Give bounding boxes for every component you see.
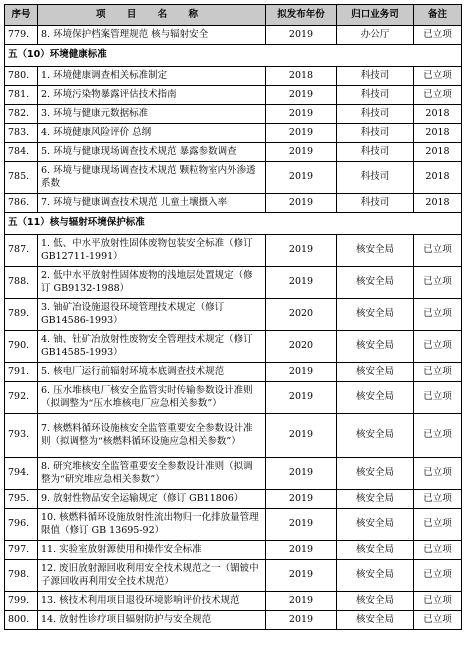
cell-seq: 791. [5,363,38,382]
cell-note: 已立项 [414,458,462,490]
cell-seq: 788. [5,267,38,299]
section-title: 五（10）环境健康标准 [5,45,462,67]
header-name: 项 目 名 称 [38,5,266,26]
cell-name: 7. 核燃料循环设施核安全监管重要安全参数设计准则（拟调整为“核燃料循环设施应急相关参数”） [38,414,266,458]
cell-year: 2019 [266,143,337,162]
cell-year: 2019 [266,490,337,509]
cell-note: 已立项 [414,490,462,509]
table-row [5,86,462,105]
cell-name: 6. 压水堆核电厂核安全监管实时传输参数设计准则（拟调整为“压水堆核电厂应急相关参数”） [38,382,266,414]
cell-note: 2018 [414,105,462,124]
cell-note: 已立项 [414,67,462,86]
table-row [5,509,462,541]
cell-note: 已立项 [414,331,462,363]
cell-name: 12. 废旧放射源回收利用安全技术规范之一（镅铍中子源回收再利用安全技术规范） [38,560,266,592]
cell-seq: 789. [5,299,38,331]
cell-seq: 781. [5,86,38,105]
cell-dept: 办公厅 [337,26,414,45]
table-row [5,611,462,630]
cell-name: 1. 低、中水平放射性固体废物包装安全标准（修订GB12711-1991） [38,235,266,267]
table-row [5,299,462,331]
cell-seq: 795. [5,490,38,509]
header-dept: 归口业务司 [337,5,414,26]
cell-seq: 799. [5,592,38,611]
cell-year: 2019 [266,414,337,458]
cell-note: 已立项 [414,363,462,382]
cell-note: 已立项 [414,541,462,560]
table-row [5,382,462,414]
cell-seq: 794. [5,458,38,490]
cell-note: 2018 [414,143,462,162]
cell-year: 2019 [266,26,337,45]
cell-name: 3. 环境与健康元数据标准 [38,105,266,124]
cell-year: 2019 [266,235,337,267]
cell-note: 2018 [414,194,462,213]
cell-dept: 科技司 [337,194,414,213]
table-row [5,363,462,382]
cell-name: 5. 核电厂运行前辐射环境本底调查技术规范 [38,363,266,382]
cell-year: 2019 [266,560,337,592]
cell-seq: 779. [5,26,38,45]
table-row [5,592,462,611]
cell-year: 2020 [266,299,337,331]
cell-name: 8. 环境保护档案管理规范 核与辐射安全 [38,26,266,45]
cell-name: 2. 环境污染物暴露评估技术指南 [38,86,266,105]
table-row [5,560,462,592]
table-row [5,105,462,124]
cell-year: 2019 [266,267,337,299]
cell-year: 2019 [266,162,337,194]
cell-seq: 798. [5,560,38,592]
cell-year: 2019 [266,194,337,213]
cell-note: 已立项 [414,299,462,331]
table-row [5,194,462,213]
cell-year: 2019 [266,611,337,630]
section-title: 五（11）核与辐射环境保护标准 [5,213,462,235]
table-row [5,541,462,560]
section-row [5,45,462,67]
cell-dept: 核安全局 [337,611,414,630]
cell-year: 2020 [266,331,337,363]
table-row [5,490,462,509]
cell-year: 2019 [266,592,337,611]
cell-year: 2019 [266,86,337,105]
cell-name: 10. 核燃料循环设施放射性流出物归一化排放量管理限值（修订 GB 13695-92） [38,509,266,541]
cell-year: 2019 [266,363,337,382]
cell-seq: 792. [5,382,38,414]
table-header-row [5,5,462,26]
cell-seq: 780. [5,67,38,86]
cell-note: 2018 [414,124,462,143]
cell-note: 已立项 [414,267,462,299]
table-row [5,124,462,143]
cell-dept: 核安全局 [337,363,414,382]
cell-dept: 核安全局 [337,299,414,331]
cell-year: 2018 [266,67,337,86]
table-row [5,331,462,363]
table-row [5,267,462,299]
cell-year: 2019 [266,382,337,414]
cell-name: 7. 环境与健康调查技术规范 儿童土壤摄入率 [38,194,266,213]
header-seq: 序号 [5,5,38,26]
cell-dept: 核安全局 [337,414,414,458]
cell-seq: 782. [5,105,38,124]
table-row [5,26,462,45]
cell-name: 3. 铀矿冶设施退役环境管理技术规定（修订GB14586-1993） [38,299,266,331]
cell-note: 已立项 [414,86,462,105]
cell-seq: 787. [5,235,38,267]
table-row [5,414,462,458]
cell-note: 已立项 [414,382,462,414]
cell-note: 已立项 [414,509,462,541]
cell-name: 14. 放射性诊疗项目辐射防护与安全规范 [38,611,266,630]
cell-name: 4. 环境健康风险评价 总纲 [38,124,266,143]
table-row [5,162,462,194]
cell-name: 8. 研究堆核安全监管重要安全参数设计准则（拟调整为“研究堆应急相关参数”） [38,458,266,490]
table-row [5,143,462,162]
cell-dept: 核安全局 [337,382,414,414]
cell-dept: 核安全局 [337,490,414,509]
cell-name: 5. 环境与健康现场调查技术规范 暴露参数调查 [38,143,266,162]
cell-note: 2018 [414,162,462,194]
cell-dept: 科技司 [337,86,414,105]
cell-name: 2. 低中水平放射性固体废物的浅地层处置规定（修订 GB9132-1988） [38,267,266,299]
table-row [5,67,462,86]
cell-dept: 科技司 [337,67,414,86]
cell-dept: 科技司 [337,143,414,162]
cell-seq: 786. [5,194,38,213]
cell-seq: 784. [5,143,38,162]
cell-note: 已立项 [414,414,462,458]
section-row [5,213,462,235]
cell-dept: 核安全局 [337,235,414,267]
table-body [5,26,462,630]
cell-year: 2019 [266,105,337,124]
cell-year: 2019 [266,541,337,560]
cell-name: 6. 环境与健康现场调查技术规范 颗粒物室内外渗透系数 [38,162,266,194]
cell-seq: 785. [5,162,38,194]
cell-dept: 核安全局 [337,541,414,560]
cell-name: 1. 环境健康调查相关标准制定 [38,67,266,86]
cell-dept: 科技司 [337,162,414,194]
cell-year: 2019 [266,509,337,541]
standards-table [4,4,462,630]
cell-name: 9. 放射性物品安全运输规定（修订 GB11806） [38,490,266,509]
cell-name: 11. 实验室放射源使用和操作安全标准 [38,541,266,560]
table-row [5,235,462,267]
cell-note: 已立项 [414,560,462,592]
cell-dept: 核安全局 [337,267,414,299]
cell-note: 已立项 [414,611,462,630]
cell-seq: 793. [5,414,38,458]
cell-year: 2019 [266,124,337,143]
cell-dept: 科技司 [337,124,414,143]
cell-seq: 797. [5,541,38,560]
cell-note: 已立项 [414,26,462,45]
cell-seq: 796. [5,509,38,541]
cell-note: 已立项 [414,235,462,267]
cell-dept: 核安全局 [337,592,414,611]
table-row [5,458,462,490]
header-year: 拟发布年份 [266,5,337,26]
cell-name: 13. 核技术利用项目退役环境影响评价技术规范 [38,592,266,611]
cell-year: 2019 [266,458,337,490]
cell-seq: 783. [5,124,38,143]
cell-name: 4. 铀、钍矿冶放射性废物安全管理技术规定（修订 GB14585-1993） [38,331,266,363]
cell-seq: 800. [5,611,38,630]
cell-dept: 科技司 [337,105,414,124]
cell-dept: 核安全局 [337,331,414,363]
cell-seq: 790. [5,331,38,363]
cell-dept: 核安全局 [337,560,414,592]
cell-dept: 核安全局 [337,509,414,541]
header-note: 备注 [414,5,462,26]
cell-note: 已立项 [414,592,462,611]
cell-dept: 核安全局 [337,458,414,490]
